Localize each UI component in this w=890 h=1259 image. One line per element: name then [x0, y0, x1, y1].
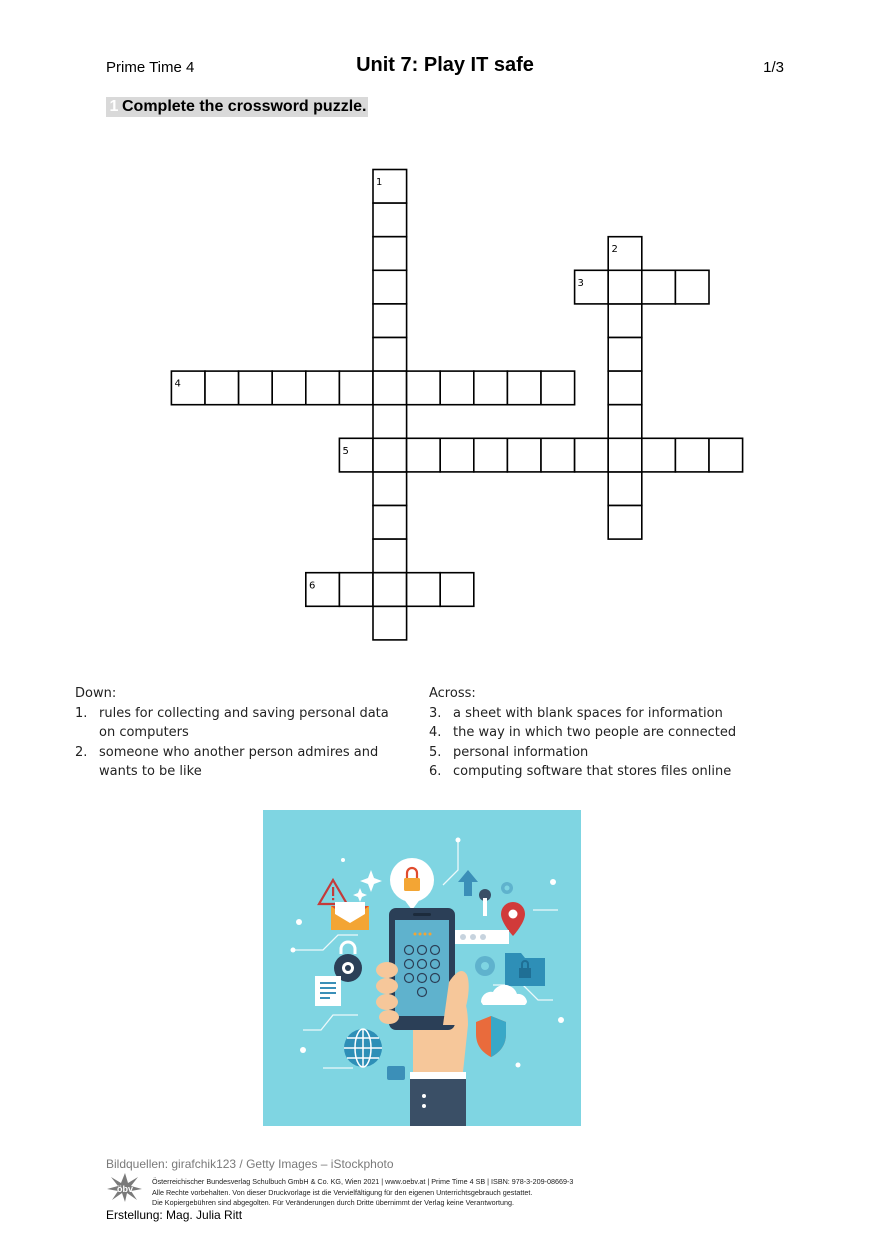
image-credit: Bildquellen: girafchik123 / Getty Images – iStockphoto	[106, 1157, 394, 1171]
crossword-cell[interactable]	[373, 573, 407, 607]
crossword-cell[interactable]	[373, 606, 407, 640]
clue-number: 6.	[429, 764, 442, 779]
clues-down-heading: Down:	[75, 686, 117, 701]
clues-down	[75, 684, 405, 782]
crossword-cell[interactable]	[339, 371, 373, 405]
task-text: Complete the crossword puzzle.	[122, 98, 367, 115]
clue-text: personal information	[453, 744, 589, 760]
word-across-5	[339, 438, 742, 472]
crossword-cell[interactable]	[440, 438, 474, 472]
crossword-cell[interactable]	[339, 573, 373, 607]
crossword-cell[interactable]	[373, 438, 407, 472]
crossword-cell[interactable]	[373, 237, 407, 271]
crossword-cell[interactable]	[608, 405, 642, 439]
publisher-line: Österreichischer Bundesverlag Schulbuch GmbH & Co. KG, Wien 2021 | www.oebv.at | Prime Time 4 SB | ISBN: 978-3-209-08669-3	[152, 1177, 574, 1186]
clue-across-4	[429, 723, 769, 743]
clue-number: 3.	[429, 705, 442, 721]
crossword-cell[interactable]	[373, 539, 407, 573]
word-across-6	[306, 573, 474, 607]
crossword-cell[interactable]	[407, 573, 441, 607]
crossword-cell[interactable]	[373, 338, 407, 372]
publisher-line: Alle Rechte vorbehalten. Von dieser Druckvorlage ist die Vervielfältigung für den eigenen Unterrichtsgebrauch gestattet.	[152, 1187, 533, 1197]
clue-text: computing software that stores files online	[453, 764, 732, 779]
crossword-cell[interactable]	[272, 371, 306, 405]
crossword-cell[interactable]	[205, 371, 239, 405]
phone-security-illustration	[263, 810, 581, 1126]
crossword-cell[interactable]	[440, 573, 474, 607]
cell-number-1: 1	[376, 177, 383, 188]
crossword-cell[interactable]	[675, 270, 709, 304]
crossword-cell[interactable]	[642, 438, 676, 472]
clue-text: the way in which two people are connected	[453, 725, 737, 740]
clues-across	[429, 684, 769, 782]
cell-number-2: 2	[611, 244, 618, 255]
crossword-cell[interactable]	[407, 371, 441, 405]
crossword-cell[interactable]	[440, 371, 474, 405]
author-credit: Erstellung: Mag. Julia Ritt	[106, 1208, 243, 1222]
cell-number-5: 5	[342, 446, 349, 457]
clue-down-1	[75, 704, 405, 743]
crossword-cell[interactable]	[474, 438, 508, 472]
crossword-cell[interactable]	[373, 405, 407, 439]
crossword-cell[interactable]	[373, 506, 407, 540]
task-number: 1	[109, 98, 119, 115]
crossword-cell[interactable]	[373, 304, 407, 338]
book-name: Prime Time 4	[106, 59, 195, 76]
clue-number: 1.	[75, 705, 88, 721]
crossword-cell[interactable]	[507, 371, 541, 405]
crossword-cell[interactable]	[608, 270, 642, 304]
crossword-cell[interactable]	[507, 438, 541, 472]
crossword-cell[interactable]	[239, 371, 273, 405]
crossword-cell[interactable]	[608, 438, 642, 472]
word-across-3	[575, 270, 709, 304]
clue-across-3	[429, 704, 769, 724]
clue-text: someone who another person admires and wants to be like	[99, 744, 379, 779]
crossword-cell[interactable]	[373, 203, 407, 237]
crossword-cell[interactable]	[675, 438, 709, 472]
crossword-cell[interactable]	[541, 371, 575, 405]
crossword-cell[interactable]	[575, 438, 609, 472]
clue-text: a sheet with blank spaces for information	[453, 705, 723, 721]
crossword-cell[interactable]	[608, 506, 642, 540]
crossword-cell[interactable]	[306, 371, 340, 405]
crossword-cell[interactable]	[608, 371, 642, 405]
crossword-cell[interactable]	[541, 438, 575, 472]
security-illustration	[263, 810, 581, 1126]
cell-number-3: 3	[577, 278, 584, 289]
clue-number: 5.	[429, 744, 442, 760]
crossword-cell[interactable]	[642, 270, 676, 304]
page-number: 1/3	[763, 59, 784, 76]
clue-across-6	[429, 762, 769, 782]
crossword-cell[interactable]	[373, 371, 407, 405]
crossword-cell[interactable]	[407, 438, 441, 472]
clue-down-2	[75, 743, 405, 782]
publisher-logo	[106, 1171, 144, 1203]
clue-number: 4.	[429, 725, 442, 740]
clue-number: 2.	[75, 744, 88, 760]
crossword-cell[interactable]	[709, 438, 743, 472]
crossword-cell[interactable]	[373, 270, 407, 304]
clues-across-heading: Across:	[429, 686, 476, 701]
cell-number-6: 6	[309, 580, 316, 592]
publisher-line: Die Kopiergebühren sind abgegolten. Für Veränderungen durch Dritte übernimmt der Verlag keine Verantwortung.	[152, 1198, 514, 1207]
crossword-cell[interactable]	[608, 304, 642, 338]
crossword-cell[interactable]	[474, 371, 508, 405]
unit-title: Unit 7: Play IT safe	[356, 54, 534, 76]
clue-across-5	[429, 743, 769, 763]
oebv-logo-icon	[106, 1171, 144, 1203]
crossword-cell[interactable]	[373, 472, 407, 506]
cell-number-4: 4	[174, 378, 181, 390]
crossword-cell[interactable]	[608, 338, 642, 372]
crossword-cell[interactable]	[608, 472, 642, 506]
svg-text:öbv: öbv	[116, 1184, 134, 1194]
word-across-4	[171, 371, 574, 405]
publisher-info	[152, 1177, 573, 1209]
clue-text: rules for collecting and saving personal data on computers	[99, 705, 389, 740]
